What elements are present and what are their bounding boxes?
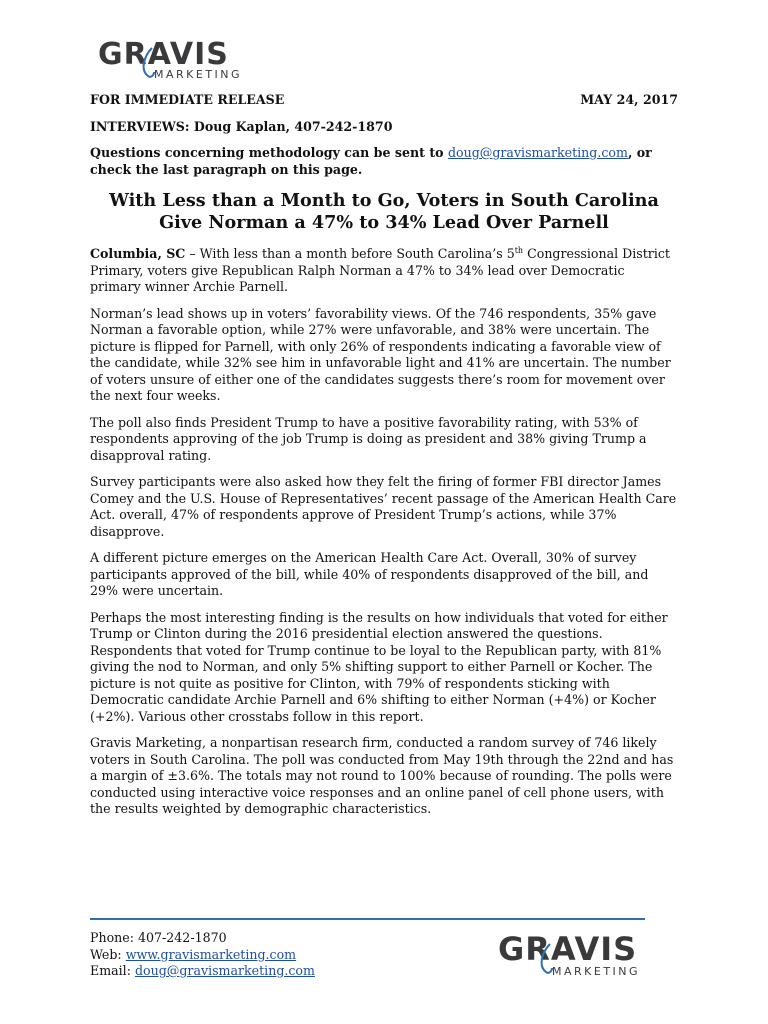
p1-superscript: th (514, 245, 524, 255)
headline (90, 190, 678, 234)
gravis-logo-top (96, 36, 256, 88)
questions-email-link[interactable]: doug@gravismarketing.com (447, 145, 628, 160)
gravis-logo-icon (96, 36, 256, 84)
questions-prefix: Questions concerning methodology can be sent to (90, 145, 448, 160)
web-label: Web: (90, 946, 126, 962)
release-date: MAY 24, 2017 (580, 92, 678, 107)
logo-sub: MARKETING (154, 68, 243, 81)
paragraph-7: Gravis Marketing, a nonpartisan research firm, conducted a random survey of 746 likely voters in South Carolina. The poll was conducted from May 19th through the 22nd and has a margin of ±3.6%. The totals may not round to 100% because of rounding. The polls were conducted using interactive voice responses and an online panel of cell phone users, with the results weighted by demographic characteristics. (90, 735, 674, 816)
gravis-logo-bottom (496, 930, 646, 984)
questions-line2: check the last paragraph on this page. (90, 161, 363, 177)
dateline: Columbia, SC (90, 246, 186, 261)
footer-rule (90, 918, 645, 920)
questions-suffix: , or (627, 145, 652, 160)
logo-word-bottom: GRAVIS (498, 930, 638, 968)
logo-word: GRAVIS (98, 37, 229, 72)
headline-line1: With Less than a Month to Go, Voters in South Carolina (109, 190, 659, 211)
questions-line (90, 145, 678, 178)
web-link[interactable]: www.gravismarketing.com (125, 946, 297, 962)
interviews-line: INTERVIEWS: Doug Kaplan, 407-242-1870 (90, 118, 393, 134)
logo-sub-bottom: MARKETING (552, 965, 641, 978)
paragraph-3: The poll also finds President Trump to have a positive favorability rating, with 53% of respondents approving of the job Trump is doing as president and 38% giving Trump a disapproval rating. (90, 414, 647, 463)
main-content (90, 92, 678, 828)
release-line (90, 92, 678, 109)
paragraph-6: Perhaps the most interesting finding is the results on how individuals that voted for either Trump or Clinton during the 2016 presidential election answered the questions. Respondents that voted for Trump continue to be loyal to the Republican party, with 81% giving the nod to Norman, and only 5% shifting support to either Parnell or Kocher. The picture is not quite as positive for Clinton, with 79% of respondents sticking with Democratic candidate Archie Parnell and 6% shifting to either Norman (+4%) or Kocher (+2%). Various other crosstabs follow in this report. (90, 609, 668, 724)
phone-value: 407-242-1870 (137, 930, 227, 945)
paragraph-5: A different picture emerges on the American Health Care Act. Overall, 30% of survey participants approved of the bill, while 40% of respondents disapproved of the bill, and 29% were uncertain. (90, 550, 649, 598)
paragraph-2: Norman’s lead shows up in voters’ favorability views. Of the 746 respondents, 35% gave Norman a favorable option, while 27% were unfavorable, and 38% were uncertain. The picture is flipped for Parnell, with only 26% of respondents indicating a favorable view of the candidate, while 32% see him in unfavorable light and 41% are uncertain. The number of voters unsure of either one of the candidates suggests there’s room for movement over the next four weeks. (90, 305, 671, 403)
phone-label: Phone: (90, 930, 138, 945)
p1-text-a: – With less than a month before South Carolina’s 5 (185, 246, 515, 261)
email-label: Email: (90, 963, 135, 978)
gravis-logo-icon-bottom (496, 930, 646, 980)
p1-text-b: Congressional District Primary, voters give Republican Ralph Norman a 47% to 34% lead over Democratic primary winner Archie Parnell. (90, 246, 670, 294)
paragraph-4: Survey participants were also asked how they felt the firing of former FBI director James Comey and the U.S. House of Representatives’ recent passage of the American Health Care Act. overall, 47% of respondents approve of President Trump’s actions, while 37% disapprove. (90, 474, 677, 539)
email-link[interactable]: doug@gravismarketing.com (134, 963, 315, 978)
paragraph-1 (90, 246, 678, 296)
release-label: FOR IMMEDIATE RELEASE (90, 92, 285, 107)
headline-line2: Give Norman a 47% to 34% Lead Over Parnell (159, 212, 609, 233)
